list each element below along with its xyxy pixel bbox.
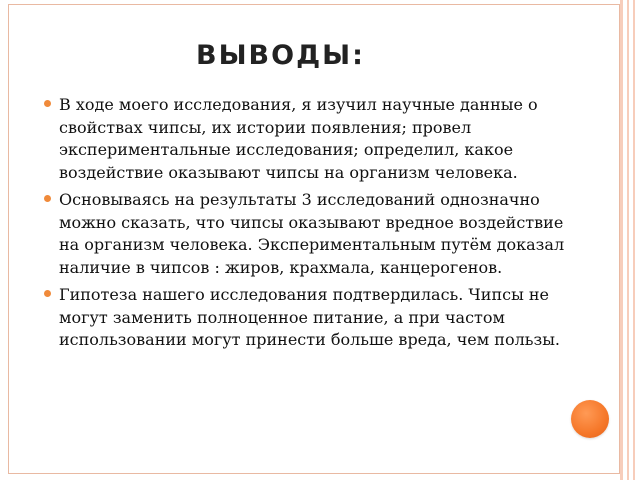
list-item [44,189,584,279]
bullet-text: Основываясь на результаты 3 исследований однозначно можно сказать, что чипсы оказывают вредное воздействие на организм человека. Экспериментальным путём доказал наличие в чипсов : жиров, крахмала, канцерогенов. [59,190,565,277]
bullet-list [44,94,584,357]
list-item [44,284,584,352]
bullet-text: Гипотеза нашего исследования подтвердилась. Чипсы не могут заменить полноценное питание, а при частом использовании могут принести больше вреда, чем пользы. [59,285,561,349]
slide-title: ВЫВОДЫ: [196,40,365,71]
right-decorative-stripe [627,0,629,480]
bullet-text: В ходе моего исследования, я изучил научные данные о свойствах чипсы, их истории появления; провел экспериментальные исследования; определил, какое воздействие оказывают чипсы на организм человека. [59,95,538,182]
right-decorative-stripe [620,0,623,480]
list-item [44,94,584,184]
bullet-dot-icon [44,290,51,297]
orange-circle-decoration [571,400,609,438]
bullet-dot-icon [44,100,51,107]
right-decorative-stripe [633,0,635,480]
bullet-dot-icon [44,195,51,202]
